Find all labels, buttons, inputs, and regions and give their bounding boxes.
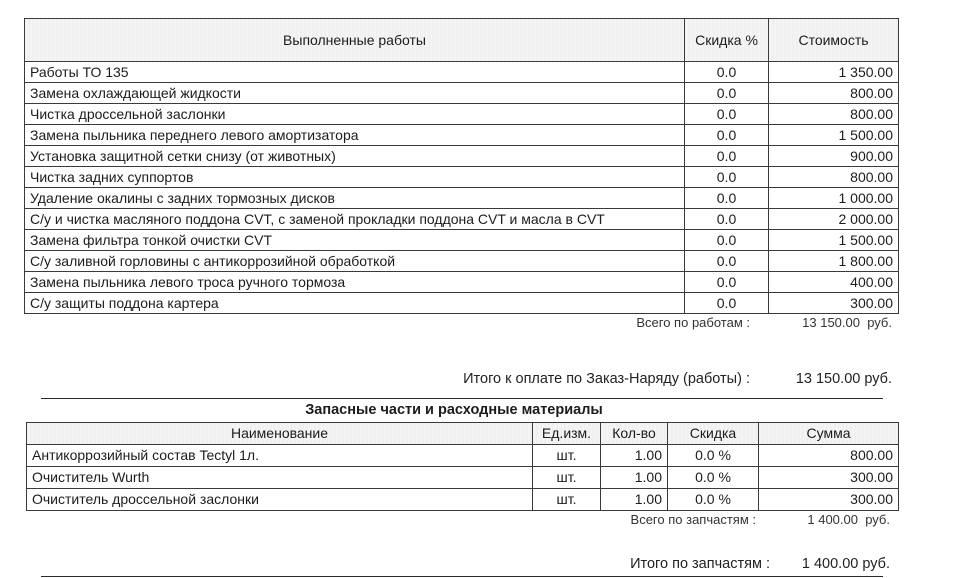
parts-header-unit: Ед.изм. (533, 423, 601, 445)
parts-header-discount: Скидка (668, 423, 759, 445)
work-discount: 0.0 (685, 83, 769, 104)
work-name: Удаление окалины с задних тормозных дисков (25, 188, 685, 209)
parts-header-qty: Кол-во (601, 423, 668, 445)
work-discount: 0.0 (685, 62, 769, 83)
parts-header-row (27, 423, 899, 445)
works-row (25, 272, 899, 293)
work-name: Работы ТО 135 (25, 62, 685, 83)
parts-total-label: Всего по запчастям : (630, 512, 756, 527)
parts-header-sum: Сумма (759, 423, 899, 445)
work-discount: 0.0 (685, 167, 769, 188)
works-row (25, 125, 899, 146)
work-discount: 0.0 (685, 251, 769, 272)
work-discount: 0.0 (685, 272, 769, 293)
work-name: С/у и чистка масляного поддона CVT, с заменой прокладки поддона CVT и масла в CVT (25, 209, 685, 230)
part-discount: 0.0 % (668, 445, 759, 467)
works-total-value: 13 150.00 руб. (802, 315, 892, 330)
works-table (24, 18, 899, 314)
work-name: С/у заливной горловины с антикоррозийной обработкой (25, 251, 685, 272)
work-cost: 1 800.00 (769, 251, 899, 272)
work-discount: 0.0 (685, 188, 769, 209)
parts-row (27, 489, 899, 511)
part-discount: 0.0 % (668, 467, 759, 489)
works-row (25, 104, 899, 125)
works-row (25, 83, 899, 104)
work-cost: 1 500.00 (769, 230, 899, 251)
parts-header-name: Наименование (27, 423, 533, 445)
works-row (25, 293, 899, 314)
works-row (25, 167, 899, 188)
part-discount: 0.0 % (668, 489, 759, 511)
work-cost: 900.00 (769, 146, 899, 167)
works-header-discount: Скидка % (685, 19, 769, 62)
parts-row (27, 445, 899, 467)
work-name: Чистка дроссельной заслонки (25, 104, 685, 125)
parts-grand-value: 1 400.00 руб. (801, 556, 890, 572)
works-row (25, 62, 899, 83)
part-sum: 800.00 (759, 445, 899, 467)
work-cost: 800.00 (769, 83, 899, 104)
parts-grand-label: Итого по запчастям : (630, 556, 770, 572)
parts-table (26, 422, 899, 511)
work-name: Замена охлаждающей жидкости (25, 83, 685, 104)
works-row (25, 230, 899, 251)
works-row (25, 251, 899, 272)
works-total-label: Всего по работам : (636, 315, 750, 330)
part-qty: 1.00 (601, 467, 668, 489)
work-cost: 1 500.00 (769, 125, 899, 146)
part-unit: шт. (533, 467, 601, 489)
works-row (25, 146, 899, 167)
work-cost: 800.00 (769, 167, 899, 188)
work-name: Замена пыльника левого троса ручного тормоза (25, 272, 685, 293)
parts-total-value: 1 400.00 руб. (807, 512, 890, 527)
works-row (25, 188, 899, 209)
work-cost: 400.00 (769, 272, 899, 293)
work-name: Замена пыльника переднего левого амортизатора (25, 125, 685, 146)
work-cost: 1 350.00 (769, 62, 899, 83)
parts-section-title: Запасные части и расходные материалы (305, 402, 603, 418)
part-unit: шт. (533, 489, 601, 511)
work-name: Замена фильтра тонкой очистки CVT (25, 230, 685, 251)
work-name: Установка защитной сетки снизу (от животных) (25, 146, 685, 167)
work-name: Чистка задних суппортов (25, 167, 685, 188)
work-discount: 0.0 (685, 125, 769, 146)
work-discount: 0.0 (685, 146, 769, 167)
works-payment-label: Итого к оплате по Заказ-Наряду (работы) : (463, 371, 750, 387)
part-name: Очиститель дроссельной заслонки (27, 489, 533, 511)
part-sum: 300.00 (759, 489, 899, 511)
work-name: С/у защиты поддона картера (25, 293, 685, 314)
works-payment-value: 13 150.00 руб. (795, 371, 892, 387)
work-discount: 0.0 (685, 230, 769, 251)
part-qty: 1.00 (601, 445, 668, 467)
works-header-row (25, 19, 899, 62)
divider-bottom (41, 576, 883, 577)
work-cost: 800.00 (769, 104, 899, 125)
divider (41, 398, 883, 399)
work-cost: 1 000.00 (769, 188, 899, 209)
works-header-cost: Стоимость (769, 19, 899, 62)
work-discount: 0.0 (685, 293, 769, 314)
part-sum: 300.00 (759, 467, 899, 489)
parts-row (27, 467, 899, 489)
part-name: Очиститель Wurth (27, 467, 533, 489)
work-cost: 300.00 (769, 293, 899, 314)
part-name: Антикоррозийный состав Tectyl 1л. (27, 445, 533, 467)
work-cost: 2 000.00 (769, 209, 899, 230)
part-qty: 1.00 (601, 489, 668, 511)
work-discount: 0.0 (685, 209, 769, 230)
works-row (25, 209, 899, 230)
works-header-name: Выполненные работы (25, 19, 685, 62)
part-unit: шт. (533, 445, 601, 467)
work-discount: 0.0 (685, 104, 769, 125)
